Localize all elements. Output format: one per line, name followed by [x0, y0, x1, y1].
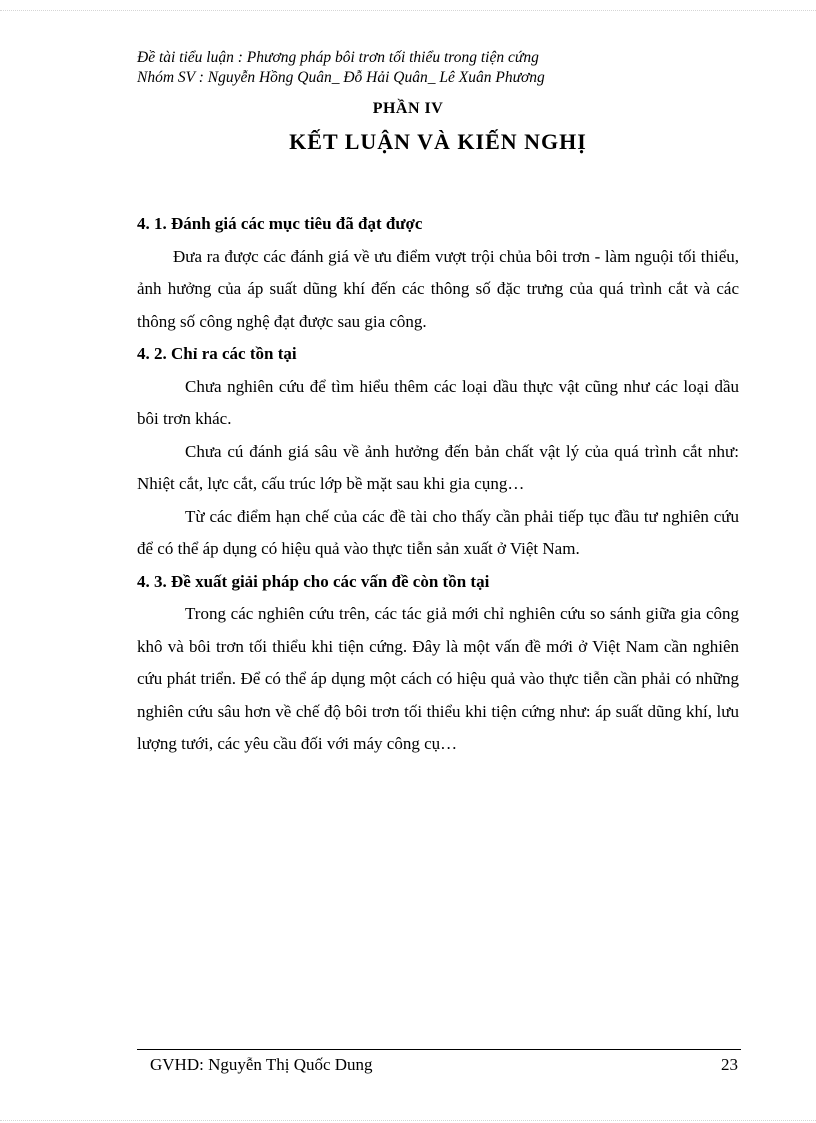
section-heading: 4. 3. Đề xuất giải pháp cho các vấn đề còn tồn tại	[137, 571, 490, 591]
footer-divider	[137, 1049, 741, 1050]
paragraph: Chưa nghiên cứu để tìm hiểu thêm các loại dầu thực vật cũng như các loại dầu bôi trơn khác.	[137, 376, 739, 428]
page-top-dotted-border	[0, 0, 816, 11]
header-topic-line: Đề tài tiểu luận : Phương pháp bôi trơn tối thiểu trong tiện cứng	[137, 49, 539, 66]
part-title: KẾT LUẬN VÀ KIẾN NGHỊ	[289, 129, 587, 154]
document-header	[137, 48, 545, 88]
paragraph: Từ các điểm hạn chế của các đề tài cho thấy cần phải tiếp tục đầu tư nghiên cứu để có thể áp dụng có hiệu quả vào thực tiễn sản xuất ở Việt Nam.	[137, 506, 739, 558]
document-body	[137, 208, 739, 761]
paragraph: Trong các nghiên cứu trên, các tác giả mới chỉ nghiên cứu so sánh giữa gia công khô và bôi trơn tối thiểu khi tiện cứng. Đây là một vấn đề mới ở Việt Nam cần nghiên cứu phát triển. Để có thể áp dụng một cách có hiệu quả vào thực tiễn cần phải có những nghiên cứu sâu hơn về chế độ bôi trơn tối thiểu khi tiện cứng như: áp suất dũng khí, lưu lượng tưới, các yêu cầu đối với máy công cụ…	[137, 604, 739, 753]
section-heading: 4. 1. Đánh giá các mục tiêu đã đạt được	[137, 214, 423, 233]
part-label: PHẦN IV	[372, 100, 444, 117]
section-heading: 4. 2. Chỉ ra các tồn tại	[137, 344, 297, 363]
paragraph: Đưa ra được các đánh giá về ưu điểm vượt trội chủa bôi trơn - làm nguội tối thiểu, ảnh hưởng của áp suất dũng khí đến các thông số đặc trưng của quá trình cắt và các thông số công nghệ đạt được sau gia công.	[137, 246, 739, 331]
header-group-line: Nhóm SV : Nguyễn Hồng Quân_ Đỗ Hải Quân_ Lê Xuân Phương	[137, 69, 545, 86]
page-bottom-dotted-border	[0, 1120, 816, 1121]
footer-instructor: GVHD: Nguyễn Thị Quốc Dung	[150, 1055, 373, 1074]
page-number: 23	[721, 1055, 738, 1074]
paragraph: Chưa cú đánh giá sâu về ảnh hưởng đến bản chất vật lý của quá trình cắt như: Nhiệt cắt, lực cắt, cấu trúc lớp bề mặt sau khi gia cụng…	[137, 441, 739, 493]
